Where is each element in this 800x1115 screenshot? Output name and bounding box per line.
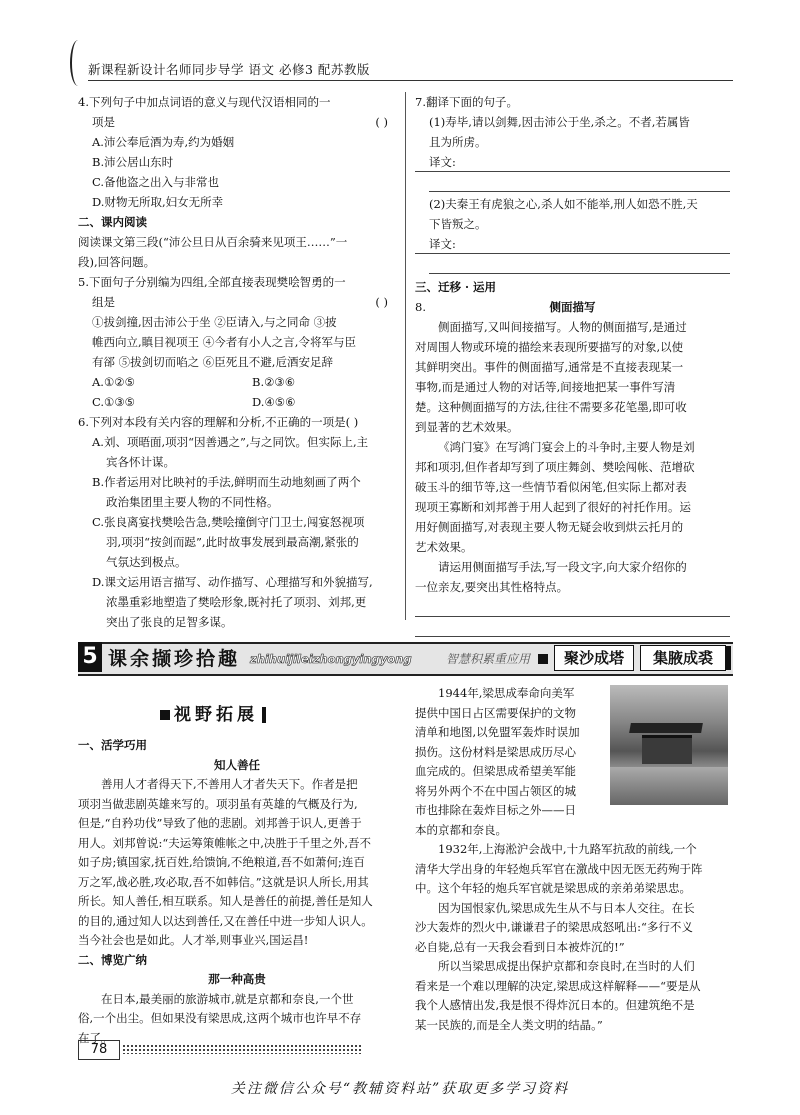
br-paragraph-3 xyxy=(415,899,730,958)
paragraph-line: 邦和项羽,但作者却写到了项庄舞剑、樊哙闯帐、范增砍 xyxy=(415,460,695,474)
banner-pinyin: zhihuijileizhongyingyong xyxy=(250,652,412,666)
q7-s1-b: 且为所虏。 xyxy=(429,135,487,149)
bl-title-1: 知人善任 xyxy=(214,757,260,772)
q6-c-1: C.张良离宴找樊哙告急,樊哙撞倒守门卫士,闯宴怒视项 xyxy=(92,515,365,529)
right-column xyxy=(415,92,730,657)
paragraph-line: 所长。知人善任,相互联系。知人是善任的前提,善任是知人 xyxy=(78,894,373,908)
q6-stem: 6.下列对本段有关内容的理解和分析,不正确的一项是( ) xyxy=(78,415,359,429)
q8-heading: 8. 侧面描写 xyxy=(415,300,596,314)
header-rule xyxy=(88,80,733,81)
q8-paragraph-1 xyxy=(415,317,730,437)
header-bracket xyxy=(70,40,86,86)
bar-icon xyxy=(262,707,266,723)
paragraph-line: 提供中国日占区需要保护的文物 xyxy=(415,705,576,720)
paragraph-line: 看来是一个难以理解的决定,梁思成这样解释——“要是从 xyxy=(415,978,701,993)
q6-d-2: 浓墨重彩地塑造了樊哙形象,既衬托了项羽、刘邦,更 xyxy=(106,595,367,609)
q5-line-2: 帷西向立,瞋目视项王 ④今者有小人之言,令将军与臣 xyxy=(92,335,356,349)
q7-s2-a: (2)夫秦王有虎狼之心,杀人如不能举,刑人如恐不胜,天 xyxy=(429,197,698,211)
q6-d-3: 突出了张良的足智多谋。 xyxy=(106,615,233,629)
section-banner xyxy=(78,642,733,676)
q4-option-c: C.备他盗之出入与非常也 xyxy=(92,175,220,189)
photo-roof xyxy=(629,723,703,733)
paragraph-line: 在日本,最美丽的旅游城市,就是京都和奈良,一个世 xyxy=(101,991,354,1006)
paragraph-line: 项羽当做悲剧英雄来写的。项羽虽有英雄的气概及行为, xyxy=(78,796,358,811)
paragraph-line: 血完成的。但梁思成希望美军能 xyxy=(415,764,576,778)
q8-answer-line-2[interactable] xyxy=(415,617,730,637)
paragraph-line: 用人。刘邦曾说:“夫运筹策帷帐之中,决胜于千里之外,吾不 xyxy=(78,835,372,850)
paragraph-line: 用好侧面描写,对表现主要人物无疑会收到烘云托月的 xyxy=(415,520,684,534)
paragraph-line: 《鸿门宴》在写鸿门宴会上的斗争时,主要人物是刘 xyxy=(438,440,695,454)
bl-title-2: 那一种高贵 xyxy=(208,972,266,986)
paragraph-line: 损伤。这份材料是梁思成历尽心 xyxy=(415,744,576,759)
bl-paragraph-1 xyxy=(78,775,396,951)
paragraph-line: 1944年,梁思成奉命向美军 xyxy=(438,686,575,700)
photo-water xyxy=(610,767,728,805)
paragraph-line: 市也排除在轰炸目标之外——日 xyxy=(415,803,576,817)
q6-b-2: 政治集团里主要人物的不同性格。 xyxy=(106,495,279,509)
paragraph-line: 必自毙,总有一天我会看到日本被炸沉的!” xyxy=(415,939,625,954)
paragraph-line: 如子房;镇国家,抚百姓,给馈饷,不绝粮道,吾不如萧何;连百 xyxy=(78,855,365,869)
q8-paragraph-2 xyxy=(415,437,730,557)
paragraph-line: 所以当梁思成提出保护京都和奈良时,在当时的人们 xyxy=(438,959,695,973)
paragraph-line: 当今社会也是如此。人才举,则事业兴,国运昌! xyxy=(78,933,309,947)
paragraph-line: 因为国恨家仇,梁思成先生从不与日本人交往。在长 xyxy=(438,900,695,915)
left-column xyxy=(78,92,396,632)
paragraph-line: 楚。这种侧面描写的方法,往往不需要多花笔墨,即可收 xyxy=(415,400,687,414)
banner-square-icon xyxy=(538,654,548,664)
page-number-dots xyxy=(122,1044,362,1054)
q4-option-a: A.沛公奉卮酒为寿,约为婚姻 xyxy=(92,135,235,149)
paragraph-line: 的目的,通过知人以达到善任,又在善任中进一步知人识人。 xyxy=(78,913,373,928)
q4-stem: 4.下列句子中加点词语的意义与现代汉语相同的一 xyxy=(78,95,331,109)
square-icon xyxy=(160,710,170,720)
page-number: 78 xyxy=(78,1040,120,1060)
section-3-heading: 三、迁移 · 运用 xyxy=(415,280,497,294)
q5-stem-2: 组是 ( ) xyxy=(92,295,388,309)
q5-line-3: 有郤 ⑤拔剑切而啗之 ⑥臣死且不避,卮酒安足辞 xyxy=(92,355,333,369)
header-title: 新课程新设计名师同步导学 语文 必修3 配苏教版 xyxy=(88,62,370,77)
paragraph-line: 在了。 xyxy=(78,1030,113,1045)
paragraph-line: 侧面描写,又叫间接描写。人物的侧面描写,是通过 xyxy=(438,320,687,334)
paragraph-line: 其鲜明突出。事件的侧面描写,通常是不直接表现某一 xyxy=(415,360,684,374)
q5-line-1: ①拔剑撞,因击沛公于坐 ②臣请入,与之同命 ③披 xyxy=(92,315,337,329)
paragraph-line: 事物,而是通过人物的对话等,间接地把某一事件写清 xyxy=(415,380,676,394)
vision-heading: 视野拓展 xyxy=(160,700,310,725)
paragraph-line: 对周围人物或环境的描绘来表现所要描写的对象,以使 xyxy=(415,340,684,354)
q4-stem-2: 项是 ( ) xyxy=(92,115,388,129)
paragraph-line: 某一民族的,而是全人类文明的结晶。” xyxy=(415,1017,603,1032)
bottom-right-wrap xyxy=(415,684,605,840)
column-divider xyxy=(405,92,406,620)
paragraph-line: 请运用侧面描写手法,写一段文字,向大家介绍你的 xyxy=(438,560,687,574)
q5-stem: 5.下面句子分别编为四组,全部直接表现樊哙智勇的一 xyxy=(78,275,346,289)
paragraph-line: 一位亲友,要突出其性格特点。 xyxy=(415,580,569,594)
paragraph-line: 中。这个年轻的炮兵军官就是梁思成的亲弟弟梁思忠。 xyxy=(415,881,691,895)
paragraph-line: 俗,一个出尘。但如果没有梁思成,这两个城市也许早不存 xyxy=(78,1011,362,1025)
reading-instruction-1: 阅读课文第三段(“沛公旦日从百余骑来见项王……”一 xyxy=(78,235,348,249)
q6-a-1: A.刘、项晤面,项羽“因善遇之”,与之同饮。但实际上,主 xyxy=(92,435,369,449)
q7-answer-line-1[interactable]: 译文: xyxy=(415,152,730,172)
q7-stem: 7.翻译下面的句子。 xyxy=(415,95,518,109)
paragraph-line: 将另外两个不在中国占领区的城 xyxy=(415,783,576,798)
banner-box-1: 聚沙成塔 xyxy=(554,645,634,671)
q6-b-1: B.作者运用对比映衬的手法,鲜明而生动地刻画了两个 xyxy=(92,475,361,489)
photo-building xyxy=(642,735,692,764)
q4-option-b: B.沛公居山东时 xyxy=(92,155,174,169)
paragraph-line: 艺术效果。 xyxy=(415,540,473,554)
paragraph-line: 沙大轰炸的烈火中,谦谦君子的梁思成怒吼出:“多行不义 xyxy=(415,920,693,934)
q7-answer-line-3[interactable]: 译文: xyxy=(415,234,730,254)
q6-c-3: 气氛达到极点。 xyxy=(106,555,187,569)
reading-instruction-2: 段),回答问题。 xyxy=(78,255,156,269)
br-paragraph-2 xyxy=(415,840,730,899)
bl-section-1: 一、活学巧用 xyxy=(78,738,147,752)
q7-answer-line-4[interactable] xyxy=(429,254,730,274)
paragraph-line: 本的京都和奈良。 xyxy=(415,822,507,837)
paragraph-line: 清华大学出身的年轻炮兵军官在激战中因无医无药殉于阵 xyxy=(415,861,703,876)
banner-end-bar xyxy=(726,646,731,670)
q7-s1-a: (1)寿毕,请以剑舞,因击沛公于坐,杀之。不者,若属皆 xyxy=(429,115,690,129)
paragraph-line: 破玉斗的细节等,这一些情节看似闲笔,但实际上都对表 xyxy=(415,480,687,494)
pagoda-photo xyxy=(610,685,728,805)
br-paragraph-1 xyxy=(415,684,605,840)
section-2-heading: 二、课内阅读 xyxy=(78,215,147,229)
q8-paragraph-3 xyxy=(415,557,730,597)
banner-number: 5 xyxy=(78,642,102,672)
q7-answer-line-2[interactable] xyxy=(429,172,730,192)
paragraph-line: 善用人才者得天下,不善用人才者失天下。作者是把 xyxy=(101,777,358,791)
bl-section-2: 二、博览广纳 xyxy=(78,952,147,967)
q5-options-ab: A.①②⑤ B.②③⑥ xyxy=(92,375,296,389)
br-paragraph-4 xyxy=(415,957,730,1035)
paragraph-line: 我个人感情出发,我是恨不得炸沉日本的。但建筑绝不是 xyxy=(415,998,695,1012)
q6-a-2: 宾各怀计谋。 xyxy=(106,455,175,469)
bottom-left-column xyxy=(78,736,396,1048)
bottom-right-column xyxy=(415,840,730,1035)
paragraph-line: 1932年,上海淞沪会战中,十九路军抗敌的前线,一个 xyxy=(438,842,697,856)
q7-s2-b: 下皆叛之。 xyxy=(429,217,487,231)
q6-c-2: 羽,项羽“按剑而跽”,此时故事发展到最高潮,紧张的 xyxy=(106,535,359,549)
footer-note: 关注微信公众号“教辅资料站”获取更多学习资料 xyxy=(230,1081,570,1097)
paragraph-line: 到显著的艺术效果。 xyxy=(415,420,519,434)
paragraph-line: 清单和地图,以免盟军轰炸时误加 xyxy=(415,725,580,739)
banner-subtitle: 智慧积累重应用 xyxy=(446,652,531,666)
paragraph-line: 万之军,战必胜,攻必取,吾不如韩信。”这就是识人所长,用其 xyxy=(78,874,369,889)
paragraph-line: 现项王寡断和刘邦善于用人起到了很好的衬托作用。运 xyxy=(415,500,691,514)
q8-answer-line-1[interactable] xyxy=(415,597,730,617)
banner-box-2: 集腋成裘 xyxy=(640,645,726,671)
q4-option-d: D.财物无所取,妇女无所幸 xyxy=(92,195,224,209)
paragraph-line: 但是,“自矜功伐”导致了他的悲剧。刘邦善于识人,更善于 xyxy=(78,816,362,830)
q5-options-cd: C.①③⑤ D.④⑤⑥ xyxy=(92,395,296,409)
bl-paragraph-2 xyxy=(78,990,396,1049)
q6-d-1: D.课文运用语言描写、动作描写、心理描写和外貌描写, xyxy=(92,575,373,589)
banner-title: 课余撷珍拾趣 xyxy=(108,648,241,670)
